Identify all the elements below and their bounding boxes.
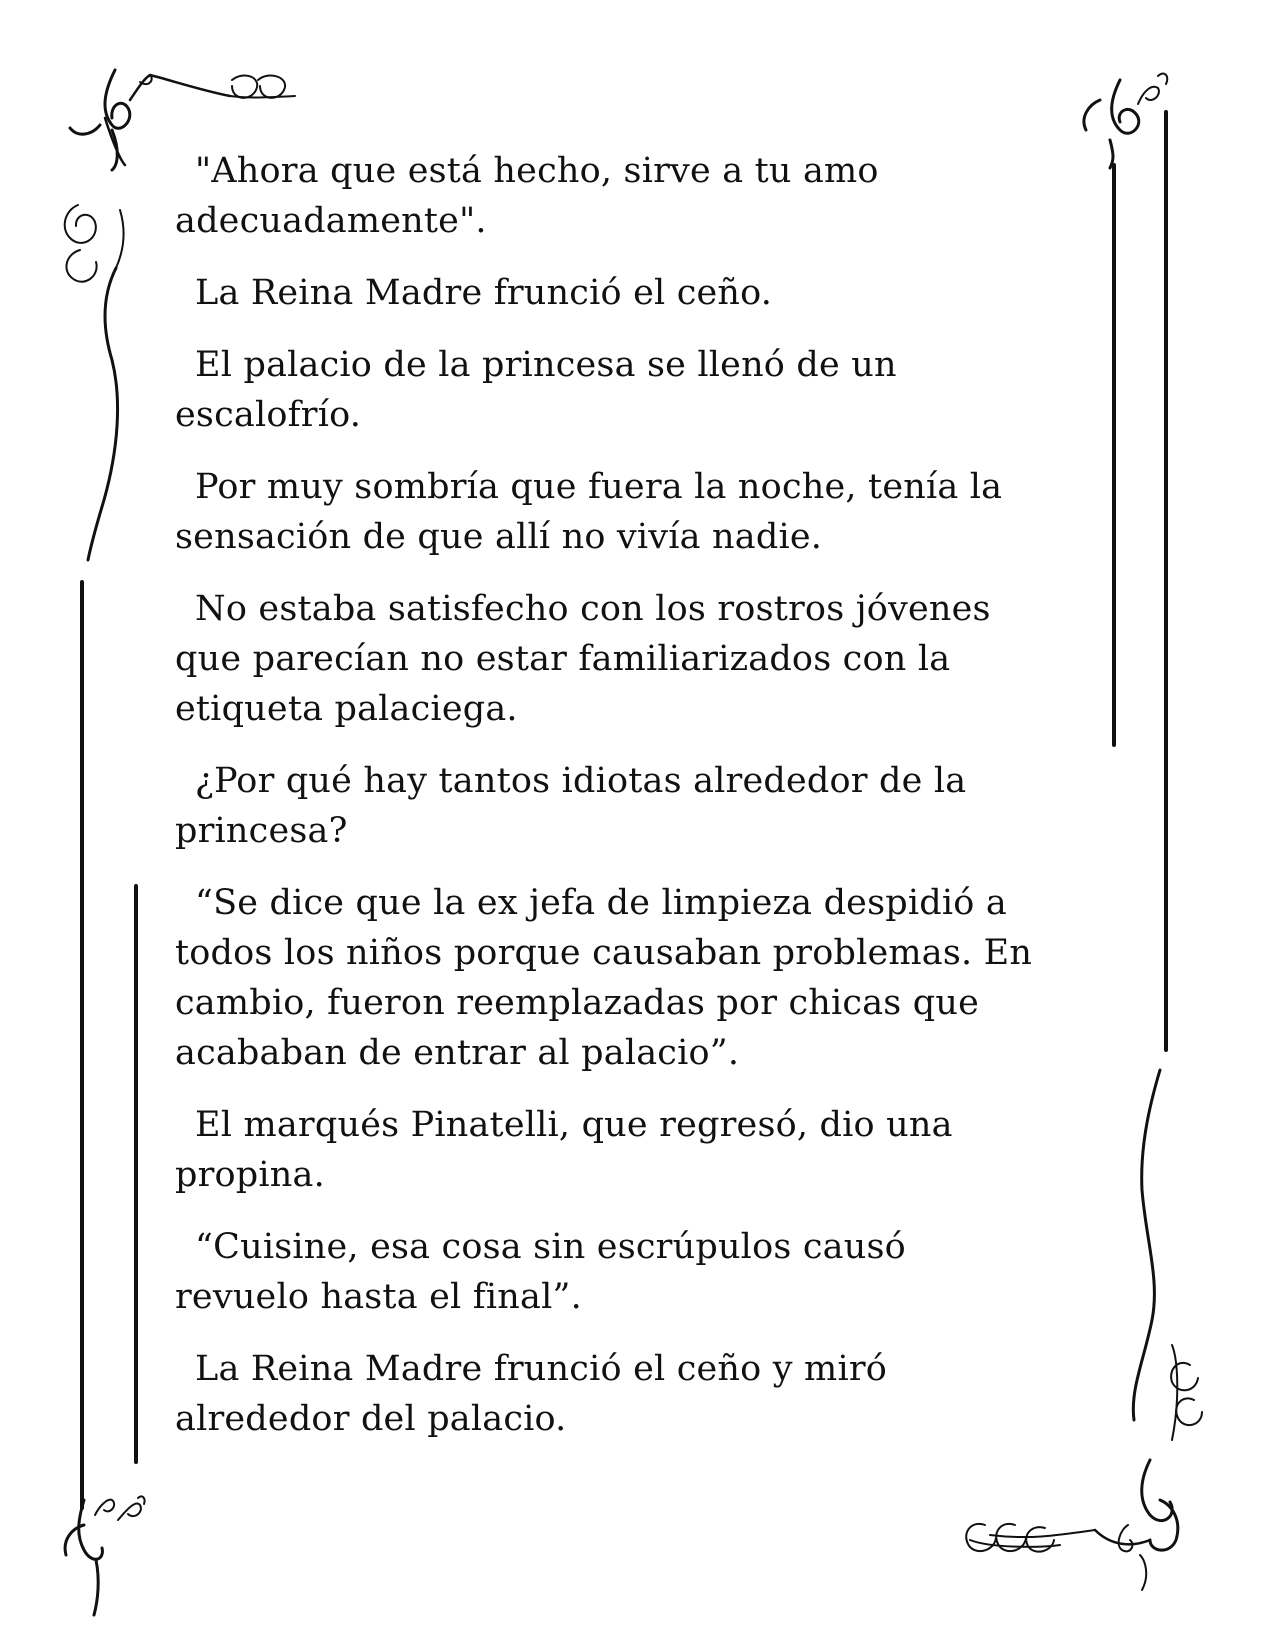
text-line: alrededor del palacio. [175, 1399, 567, 1439]
text-line: “Se dice que la ex jefa de limpieza despidió a [195, 883, 1007, 923]
paragraph [175, 268, 1075, 318]
paragraph [175, 462, 1075, 562]
paragraph [175, 756, 1075, 856]
text-line: adecuadamente". [175, 201, 487, 241]
text-line: propina. [175, 1155, 325, 1195]
text-line: princesa? [175, 811, 348, 851]
text-line: El palacio de la princesa se llenó de un [195, 345, 897, 385]
top-right-flourish [1084, 74, 1167, 168]
paragraph [175, 1344, 1075, 1444]
text-line: No estaba satisfecho con los rostros jóvenes [195, 589, 991, 629]
text-line: acababan de entrar al palacio”. [175, 1033, 740, 1073]
text-line: sensación de que allí no vivía nadie. [175, 517, 823, 557]
text-line: ¿Por qué hay tantos idiotas alrededor de la [195, 761, 967, 801]
body-text [175, 146, 1075, 1466]
paragraph [175, 1222, 1075, 1322]
text-line: etiqueta palaciega. [175, 689, 518, 729]
text-line: revuelo hasta el final”. [175, 1277, 582, 1317]
text-line: todos los niños porque causaban problemas. En [175, 933, 1033, 973]
paragraph [175, 1100, 1075, 1200]
text-line: La Reina Madre frunció el ceño y miró [195, 1349, 888, 1389]
text-line: “Cuisine, esa cosa sin escrúpulos causó [195, 1227, 906, 1267]
paragraph [175, 878, 1075, 1078]
text-line: La Reina Madre frunció el ceño. [195, 273, 773, 313]
bottom-left-flourish [65, 1496, 144, 1615]
paragraph [175, 340, 1075, 440]
text-line: cambio, fueron reemplazadas por chicas que [175, 983, 980, 1023]
text-line: escalofrío. [175, 395, 362, 435]
text-line: El marqués Pinatelli, que regresó, dio una [195, 1105, 953, 1145]
paragraph [175, 146, 1075, 246]
text-line: que parecían no estar familiarizados con la [175, 639, 951, 679]
text-line: Por muy sombría que fuera la noche, tenía la [195, 467, 1003, 507]
paragraph [175, 584, 1075, 734]
text-line: "Ahora que está hecho, sirve a tu amo [195, 151, 879, 191]
